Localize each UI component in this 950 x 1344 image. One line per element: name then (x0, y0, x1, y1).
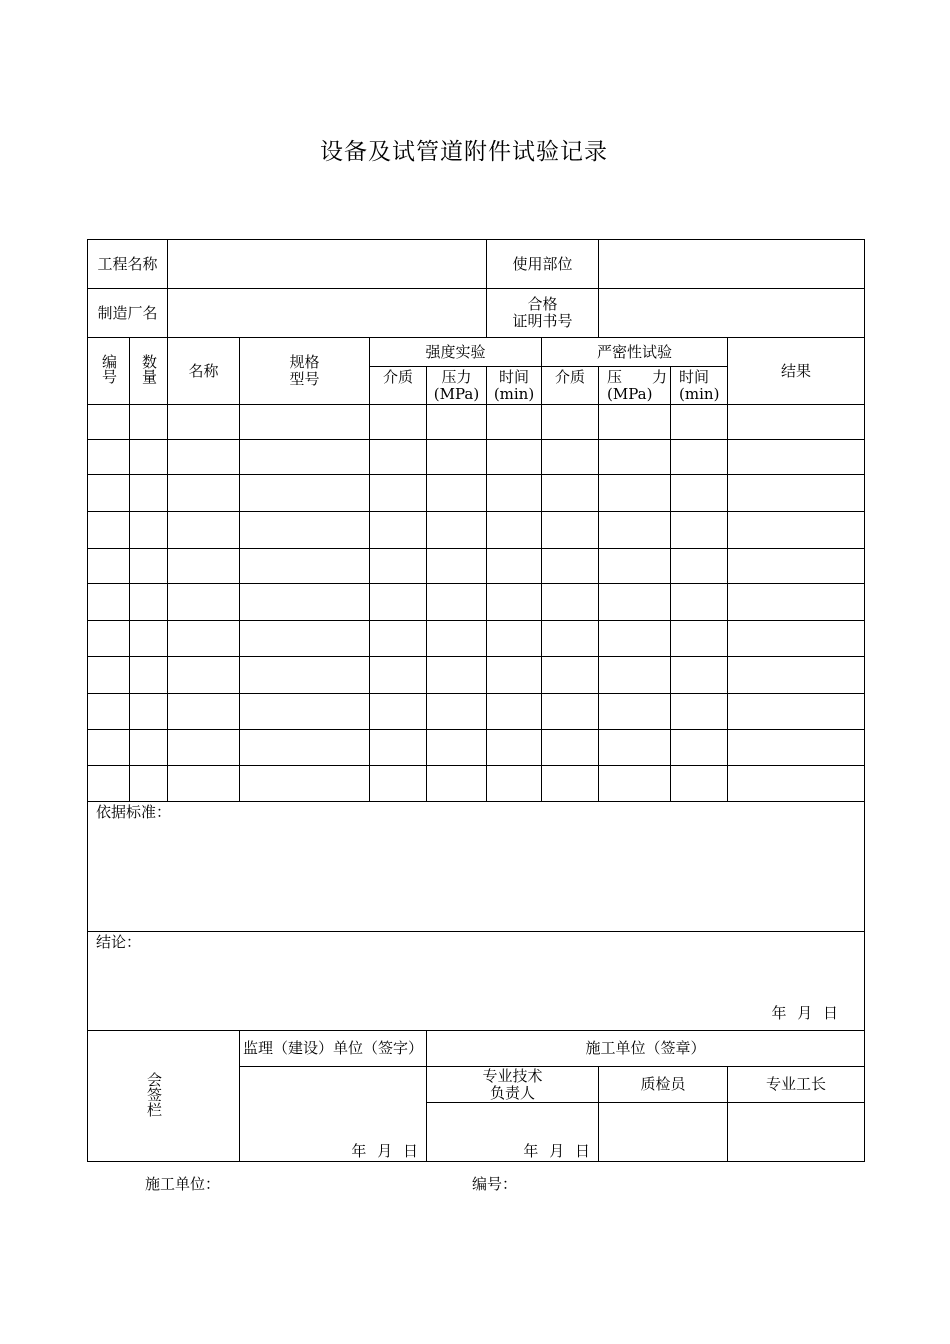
table-cell[interactable] (487, 475, 542, 512)
strength-time-unit: (min) (493, 384, 535, 403)
table-cell[interactable] (88, 657, 130, 694)
table-cell[interactable] (728, 694, 865, 730)
table-cell[interactable] (671, 549, 728, 584)
signoff-row-1 (88, 1031, 865, 1067)
table-cell[interactable] (542, 657, 599, 694)
col-spec-line2: 型号 (289, 370, 320, 388)
table-cell[interactable] (487, 405, 542, 440)
supervisor-sign-cell[interactable] (240, 1067, 427, 1162)
construction-unit-label: 施工单位： (145, 1175, 221, 1193)
table-cell[interactable] (599, 621, 671, 657)
table-cell[interactable] (240, 694, 370, 730)
test-record-table (87, 239, 865, 1162)
table-cell[interactable] (370, 512, 427, 549)
table-cell[interactable] (240, 475, 370, 512)
table-cell[interactable] (370, 405, 427, 440)
table-cell[interactable] (427, 405, 487, 440)
header-row-2 (88, 289, 865, 338)
table-cell[interactable] (671, 584, 728, 621)
table-cell[interactable] (168, 694, 240, 730)
table-cell[interactable] (88, 440, 130, 475)
basis-cell[interactable] (88, 802, 865, 932)
supervisor-label: 监理（建设）单位（签字） (240, 1031, 427, 1067)
conclusion-label: 结论： (96, 933, 142, 951)
table-cell[interactable] (542, 621, 599, 657)
conclusion-cell[interactable] (88, 932, 865, 1031)
col-quantity-label: 数量 (140, 354, 158, 384)
table-cell[interactable] (728, 475, 865, 512)
table-cell[interactable] (168, 584, 240, 621)
strength-pressure-label: 压力 (441, 367, 472, 386)
table-cell[interactable] (671, 766, 728, 802)
table-cell[interactable] (427, 730, 487, 766)
table-cell[interactable] (370, 549, 427, 584)
strength-pressure (427, 367, 487, 405)
table-cell[interactable] (427, 621, 487, 657)
table-cell[interactable] (728, 549, 865, 584)
table-cell[interactable] (130, 766, 168, 802)
table-row (88, 694, 865, 730)
table-cell[interactable] (130, 730, 168, 766)
table-cell[interactable] (599, 475, 671, 512)
data-rows (88, 405, 865, 802)
date-month: 月 (797, 1004, 813, 1022)
table-cell[interactable] (671, 405, 728, 440)
table-cell[interactable] (240, 657, 370, 694)
table-cell[interactable] (370, 475, 427, 512)
table-cell[interactable] (599, 657, 671, 694)
table-cell[interactable] (240, 405, 370, 440)
signoff-label-cell (88, 1031, 240, 1162)
date-day: 日 (403, 1142, 419, 1160)
table-cell[interactable] (487, 549, 542, 584)
table-cell[interactable] (370, 657, 427, 694)
certificate-label-line2: 证明书号 (512, 312, 573, 330)
table-cell[interactable] (599, 730, 671, 766)
table-cell[interactable] (168, 657, 240, 694)
table-cell[interactable] (728, 621, 865, 657)
col-number-label: 编号 (100, 354, 118, 384)
tightness-time-unit: (min) (679, 384, 720, 403)
table-cell[interactable] (130, 405, 168, 440)
table-cell[interactable] (427, 694, 487, 730)
page-title: 设备及试管道附件试验记录 (320, 139, 608, 165)
date-day: 日 (575, 1142, 591, 1160)
table-cell[interactable] (240, 621, 370, 657)
date-year: 年 (771, 1004, 787, 1022)
signoff-label: 会签栏 (145, 1071, 163, 1117)
tech-lead-sign-cell[interactable] (427, 1103, 599, 1162)
table-row (88, 657, 865, 694)
table-row (88, 584, 865, 621)
table-cell[interactable] (487, 621, 542, 657)
table-cell[interactable] (370, 440, 427, 475)
col-spec-line1: 规格 (289, 353, 320, 371)
table-cell[interactable] (240, 766, 370, 802)
table-cell[interactable] (542, 730, 599, 766)
date-year: 年 (523, 1142, 539, 1160)
table-cell[interactable] (599, 440, 671, 475)
tech-lead-line2: 负责人 (490, 1083, 536, 1102)
table-cell[interactable] (240, 549, 370, 584)
col-result: 结果 (728, 338, 865, 405)
manufacturer-label: 制造厂名 (88, 289, 168, 338)
table-row (88, 405, 865, 440)
table-row (88, 730, 865, 766)
table-cell[interactable] (542, 440, 599, 475)
table-cell[interactable] (370, 621, 427, 657)
basis-label: 依据标准： (96, 803, 172, 821)
table-cell[interactable] (728, 657, 865, 694)
table-cell[interactable] (599, 766, 671, 802)
inspector-label: 质检员 (599, 1067, 728, 1103)
tech-lead-line1: 专业技术 (482, 1066, 543, 1085)
table-cell[interactable] (427, 584, 487, 621)
tightness-pressure (599, 367, 671, 405)
usage-location-label: 使用部位 (487, 240, 599, 289)
strength-time (487, 367, 542, 405)
tightness-time-label: 时间 (679, 367, 710, 386)
col-quantity (130, 338, 168, 405)
col-name: 名称 (168, 338, 240, 405)
strength-time-label: 时间 (499, 367, 530, 386)
table-cell[interactable] (542, 694, 599, 730)
table-cell[interactable] (542, 766, 599, 802)
col-number (88, 338, 130, 405)
table-cell[interactable] (542, 584, 599, 621)
strength-pressure-unit: (MPa) (433, 384, 480, 403)
table-cell[interactable] (168, 730, 240, 766)
table-cell[interactable] (130, 657, 168, 694)
table-cell[interactable] (728, 730, 865, 766)
table-cell[interactable] (168, 549, 240, 584)
table-cell[interactable] (728, 405, 865, 440)
project-name-field[interactable] (168, 240, 487, 289)
table-cell[interactable] (168, 621, 240, 657)
table-cell[interactable] (542, 549, 599, 584)
table-cell[interactable] (671, 657, 728, 694)
table-cell[interactable] (487, 657, 542, 694)
table-cell[interactable] (427, 512, 487, 549)
table-cell[interactable] (240, 512, 370, 549)
supervisor-date (345, 1143, 418, 1160)
table-cell[interactable] (427, 440, 487, 475)
table-cell[interactable] (728, 584, 865, 621)
conclusion-date (765, 1005, 838, 1022)
certificate-label-line1: 合格 (527, 295, 558, 313)
table-cell[interactable] (427, 766, 487, 802)
table-cell[interactable] (88, 730, 130, 766)
certificate-label (487, 289, 599, 338)
table-cell[interactable] (671, 621, 728, 657)
table-cell[interactable] (427, 475, 487, 512)
foreman-sign-cell[interactable] (728, 1103, 865, 1162)
table-cell[interactable] (487, 694, 542, 730)
table-cell[interactable] (240, 584, 370, 621)
table-cell[interactable] (487, 440, 542, 475)
table-row (88, 766, 865, 802)
table-cell[interactable] (240, 730, 370, 766)
table-cell[interactable] (370, 694, 427, 730)
table-cell[interactable] (728, 512, 865, 549)
table-cell[interactable] (599, 549, 671, 584)
tech-lead-label (427, 1067, 599, 1103)
table-cell[interactable] (728, 766, 865, 802)
table-cell[interactable] (671, 512, 728, 549)
date-day: 日 (823, 1004, 839, 1022)
table-cell[interactable] (168, 440, 240, 475)
table-cell[interactable] (487, 512, 542, 549)
table-row (88, 440, 865, 475)
table-cell[interactable] (427, 549, 487, 584)
table-cell[interactable] (370, 766, 427, 802)
table-cell[interactable] (728, 440, 865, 475)
tightness-pressure-unit: (MPa) (607, 384, 653, 403)
column-header-row-1 (88, 338, 865, 367)
table-cell[interactable] (599, 694, 671, 730)
table-cell[interactable] (88, 766, 130, 802)
table-row (88, 621, 865, 657)
table-cell[interactable] (599, 512, 671, 549)
table-cell[interactable] (370, 584, 427, 621)
table-cell[interactable] (168, 475, 240, 512)
table-row (88, 475, 865, 512)
inspector-sign-cell[interactable] (599, 1103, 728, 1162)
table-cell[interactable] (88, 584, 130, 621)
manufacturer-field[interactable] (168, 289, 487, 338)
table-cell[interactable] (487, 766, 542, 802)
header-row-1 (88, 240, 865, 289)
date-year: 年 (351, 1142, 367, 1160)
certificate-field[interactable] (599, 289, 865, 338)
table-cell[interactable] (168, 512, 240, 549)
table-cell[interactable] (487, 730, 542, 766)
basis-row (88, 802, 865, 932)
table-row (88, 549, 865, 584)
table-cell[interactable] (671, 440, 728, 475)
table-cell[interactable] (599, 584, 671, 621)
col-spec (240, 338, 370, 405)
table-cell[interactable] (130, 621, 168, 657)
table-cell[interactable] (671, 694, 728, 730)
serial-number-label: 编号： (472, 1175, 518, 1193)
tech-lead-date (517, 1143, 590, 1160)
table-row (88, 512, 865, 549)
table-cell[interactable] (130, 584, 168, 621)
table-cell[interactable] (427, 657, 487, 694)
table-cell[interactable] (130, 694, 168, 730)
table-cell[interactable] (168, 405, 240, 440)
col-strength-test: 强度实验 (370, 338, 542, 367)
table-cell[interactable] (599, 405, 671, 440)
table-cell[interactable] (542, 512, 599, 549)
tightness-time (671, 367, 728, 405)
tightness-pressure-label: 压 力 (607, 367, 668, 386)
project-name-label: 工程名称 (88, 240, 168, 289)
table-cell[interactable] (88, 475, 130, 512)
date-month: 月 (549, 1142, 565, 1160)
table-cell[interactable] (88, 621, 130, 657)
table-cell[interactable] (88, 549, 130, 584)
table-cell[interactable] (671, 730, 728, 766)
table-cell[interactable] (542, 475, 599, 512)
usage-location-field[interactable] (599, 240, 865, 289)
table-cell[interactable] (542, 405, 599, 440)
contractor-label: 施工单位（签章） (427, 1031, 865, 1067)
tightness-medium: 介质 (542, 367, 599, 405)
table-cell[interactable] (130, 512, 168, 549)
table-cell[interactable] (130, 549, 168, 584)
foreman-label: 专业工长 (728, 1067, 865, 1103)
table-cell[interactable] (88, 405, 130, 440)
table-cell[interactable] (88, 512, 130, 549)
table-cell[interactable] (671, 475, 728, 512)
strength-medium: 介质 (370, 367, 427, 405)
table-cell[interactable] (168, 766, 240, 802)
table-cell[interactable] (370, 730, 427, 766)
conclusion-row (88, 932, 865, 1031)
table-cell[interactable] (130, 440, 168, 475)
table-cell[interactable] (130, 475, 168, 512)
table-cell[interactable] (487, 584, 542, 621)
date-month: 月 (377, 1142, 393, 1160)
table-cell[interactable] (88, 694, 130, 730)
table-cell[interactable] (240, 440, 370, 475)
col-tightness-test: 严密性试验 (542, 338, 728, 367)
